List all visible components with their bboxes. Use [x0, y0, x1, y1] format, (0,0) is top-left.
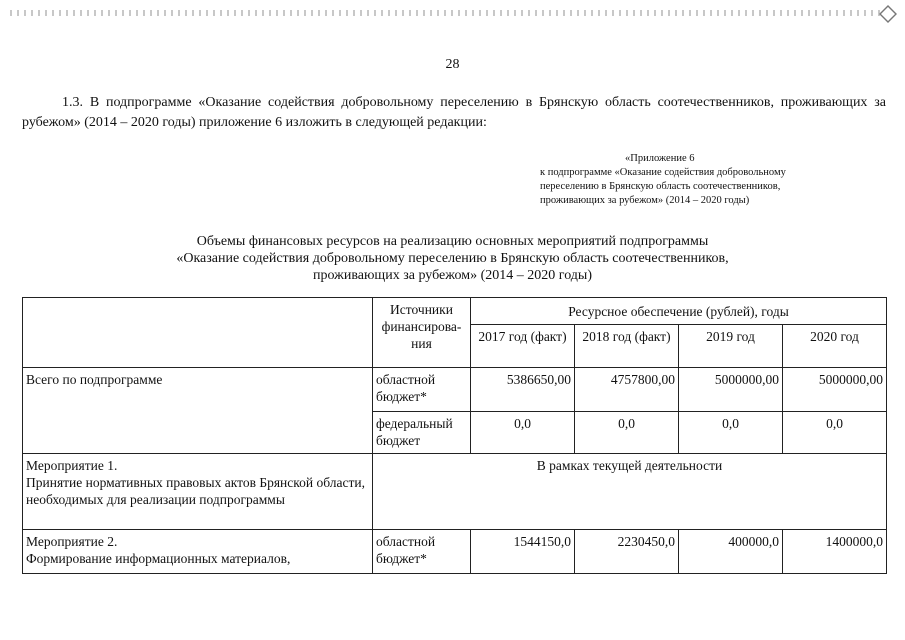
title-line: Объемы финансовых ресурсов на реализацию основных мероприятий подпрограммы [196, 234, 709, 249]
value-cell: 1544150,0 [471, 530, 575, 574]
value-cell: 5000000,00 [783, 368, 887, 412]
source-cell: областной бюджет* [373, 368, 471, 412]
event-title: Мероприятие 1. [26, 458, 118, 473]
event-description: Формирование информационных материалов, [26, 551, 291, 566]
table-row [23, 368, 887, 412]
appendix-line: переселению в Брянскую область соотечественников, [540, 181, 781, 192]
title-line: проживающих за рубежом» (2014 – 2020 годы) [313, 268, 592, 283]
value-cell: 1400000,0 [783, 530, 887, 574]
scan-corner-mark [878, 4, 898, 24]
event-title: Мероприятие 2. [26, 534, 118, 549]
event-cell [23, 454, 373, 530]
value-cell: 2230450,0 [575, 530, 679, 574]
value-cell: 5386650,00 [471, 368, 575, 412]
header-empty-cell [23, 298, 373, 368]
value-cell: 0,0 [471, 412, 575, 454]
event-note: В рамках текущей деятельности [373, 454, 887, 530]
header-year: 2018 год (факт) [575, 325, 679, 368]
header-row [23, 298, 887, 325]
appendix-line: к подпрограмме «Оказание содействия добровольному [540, 167, 786, 178]
appendix-line: проживающих за рубежом» (2014 – 2020 годы) [540, 195, 750, 206]
table-title [0, 233, 905, 284]
page-number: 28 [445, 57, 460, 72]
source-cell: областной бюджет* [373, 530, 471, 574]
intro-paragraph: 1.3. В подпрограмме «Оказание содействия добровольному переселению в Брянскую область соотечественников, проживающих за рубежом» (2014 – 2020 годы) приложение 6 изложить в следующей редакции: [22, 95, 886, 130]
value-cell: 5000000,00 [679, 368, 783, 412]
event-cell [23, 530, 373, 574]
value-cell: 0,0 [783, 412, 887, 454]
table-row [23, 454, 887, 530]
table-row [23, 530, 887, 574]
appendix-note [540, 152, 840, 208]
value-cell: 0,0 [679, 412, 783, 454]
appendix-line: «Приложение 6 [625, 153, 695, 164]
value-cell: 0,0 [575, 412, 679, 454]
scan-top-line [10, 10, 880, 16]
header-resources: Ресурсное обеспечение (рублей), годы [471, 298, 887, 325]
header-year: 2020 год [783, 325, 887, 368]
value-cell: 4757800,00 [575, 368, 679, 412]
funding-table [22, 297, 887, 574]
value-cell: 400000,0 [679, 530, 783, 574]
title-line: «Оказание содействия добровольному переселению в Брянскую область соотечественников, [176, 251, 729, 266]
header-year: 2019 год [679, 325, 783, 368]
event-description: Принятие нормативных правовых актов Брянской области, необходимых для реализации подпрограммы [26, 475, 365, 507]
header-source: Источники финансирова-ния [373, 298, 471, 368]
total-label: Всего по подпрограмме [23, 368, 373, 454]
header-year: 2017 год (факт) [471, 325, 575, 368]
source-cell: федеральный бюджет [373, 412, 471, 454]
